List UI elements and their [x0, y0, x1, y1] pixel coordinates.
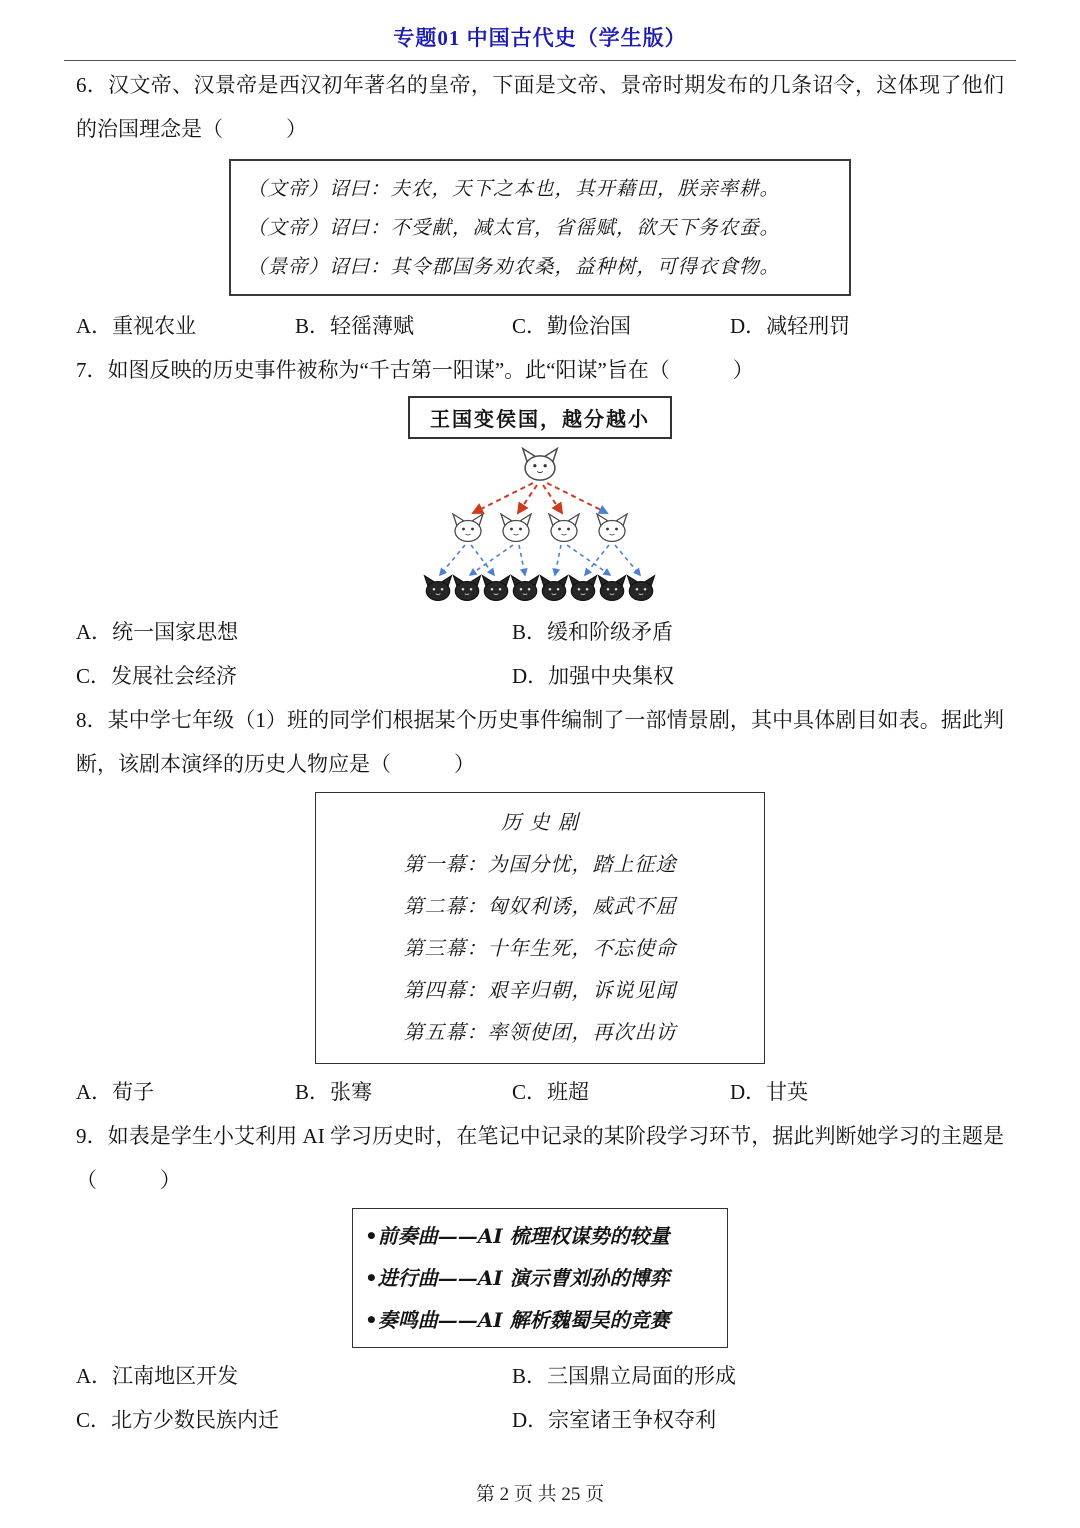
q8-act-line: 第一幕：为国分忧，踏上征途 — [403, 852, 677, 876]
q8-stem: 8．某中学七年级（1）班的同学们根据某个历史事件编制了一部情景剧，其中具体剧目如表。据此判断，该剧本演绎的历史人物应是（ ） — [76, 708, 1004, 776]
q8-options — [76, 1070, 1004, 1114]
q7-option-a: A．统一国家思想 — [76, 620, 239, 644]
q9-option-b: B．三国鼎立局面的形成 — [512, 1364, 737, 1388]
kingdom-cat-icon — [523, 448, 558, 480]
marquisate-cat-icon — [549, 514, 579, 542]
q7-stem: 7．如图反映的历史事件被称为“千古第一阳谋”。此“阳谋”旨在（ ） — [76, 358, 754, 382]
q9-option-a: A．江南地区开发 — [76, 1364, 239, 1388]
q7-option-c: C．发展社会经济 — [76, 664, 238, 688]
q9-option-c: C．北方少数民族内迁 — [76, 1408, 280, 1432]
q6-options — [76, 304, 1004, 348]
page-title: 专题01 中国古代史（学生版） — [393, 26, 687, 50]
q8-act-line: 第三幕：十年生死，不忘使命 — [403, 936, 677, 960]
page-number: 第 2 页 共 25 页 — [475, 1484, 605, 1505]
q8-option-b: B．张骞 — [295, 1080, 373, 1104]
q9-notes-box — [352, 1208, 728, 1348]
small-state-cat-icon — [425, 576, 452, 601]
q6-option-a: A．重视农业 — [76, 314, 197, 338]
q6-edict-line: （文帝）诏曰：夫农，天下之本也，其开藉田，朕亲率耕。 — [247, 177, 781, 200]
q9-note-line: •前奏曲——AI 梳理权谋势的较量 — [365, 1224, 670, 1248]
q8-play-title: 历 史 剧 — [501, 810, 579, 834]
q8-option-a: A．荀子 — [76, 1080, 155, 1104]
small-state-cat-icon — [454, 576, 481, 601]
q8-option-d: D．甘英 — [730, 1080, 809, 1104]
q9-note-line: •奏鸣曲——AI 解析魏蜀吴的竞赛 — [365, 1308, 670, 1332]
marquisate-cat-icon — [453, 514, 483, 542]
small-state-cat-icon — [512, 576, 539, 601]
marquisate-cat-icon — [501, 514, 531, 542]
small-state-cat-icon — [599, 576, 626, 601]
q8-option-c: C．班超 — [512, 1080, 590, 1104]
small-state-cat-icon — [570, 576, 597, 601]
marquisate-cat-icon — [597, 514, 627, 542]
q8-act-line: 第五幕：率领使团，再次出访 — [403, 1020, 677, 1044]
q6-stem: 6．汉文帝、汉景帝是西汉初年著名的皇帝，下面是文帝、景帝时期发布的几条诏令，这体现了他们的治国理念是（ ） — [76, 73, 1004, 141]
q9-options — [76, 1354, 1004, 1442]
q7-figure — [76, 396, 1004, 606]
small-state-cat-icon — [628, 576, 655, 601]
q6-edict-line: （景帝）诏曰：其令郡国务劝农桑，益种树，可得衣食物。 — [247, 255, 781, 278]
q7-options — [76, 610, 1004, 698]
question-6 — [76, 63, 1004, 348]
q6-option-c: C．勤俭治国 — [512, 314, 632, 338]
q9-stem: 9．如表是学生小艾利用 AI 学习历史时，在笔记中记录的某阶段学习环节，据此判断她学习的主题是（ ） — [76, 1124, 1004, 1192]
q6-edict-box — [229, 159, 851, 296]
small-state-cat-icon — [541, 576, 568, 601]
q7-option-d: D．加强中央集权 — [512, 664, 675, 688]
question-9 — [76, 1114, 1004, 1442]
question-8 — [76, 698, 1004, 1114]
q7-option-b: B．缓和阶级矛盾 — [512, 620, 674, 644]
header-divider — [64, 60, 1016, 61]
q6-option-d: D．减轻刑罚 — [730, 314, 851, 338]
q9-option-d: D．宗室诸王争权夺利 — [512, 1408, 717, 1432]
small-state-cat-icon — [483, 576, 510, 601]
q9-note-line: •进行曲——AI 演示曹刘孙的博弈 — [365, 1266, 670, 1290]
q6-option-b: B．轻徭薄赋 — [295, 314, 415, 338]
q8-play-box — [315, 792, 765, 1064]
q8-act-line: 第二幕：匈奴利诱，威武不屈 — [403, 894, 677, 918]
q8-act-line: 第四幕：艰辛归朝，诉说见闻 — [403, 978, 677, 1002]
q6-edict-line: （文帝）诏曰：不受献，减太官，省徭赋，欲天下务农蚕。 — [247, 216, 781, 239]
question-7 — [76, 348, 1004, 698]
q7-figure-caption: 王国变侯国，越分越小 — [408, 396, 672, 439]
enfeoffment-cat-diagram — [415, 441, 665, 606]
